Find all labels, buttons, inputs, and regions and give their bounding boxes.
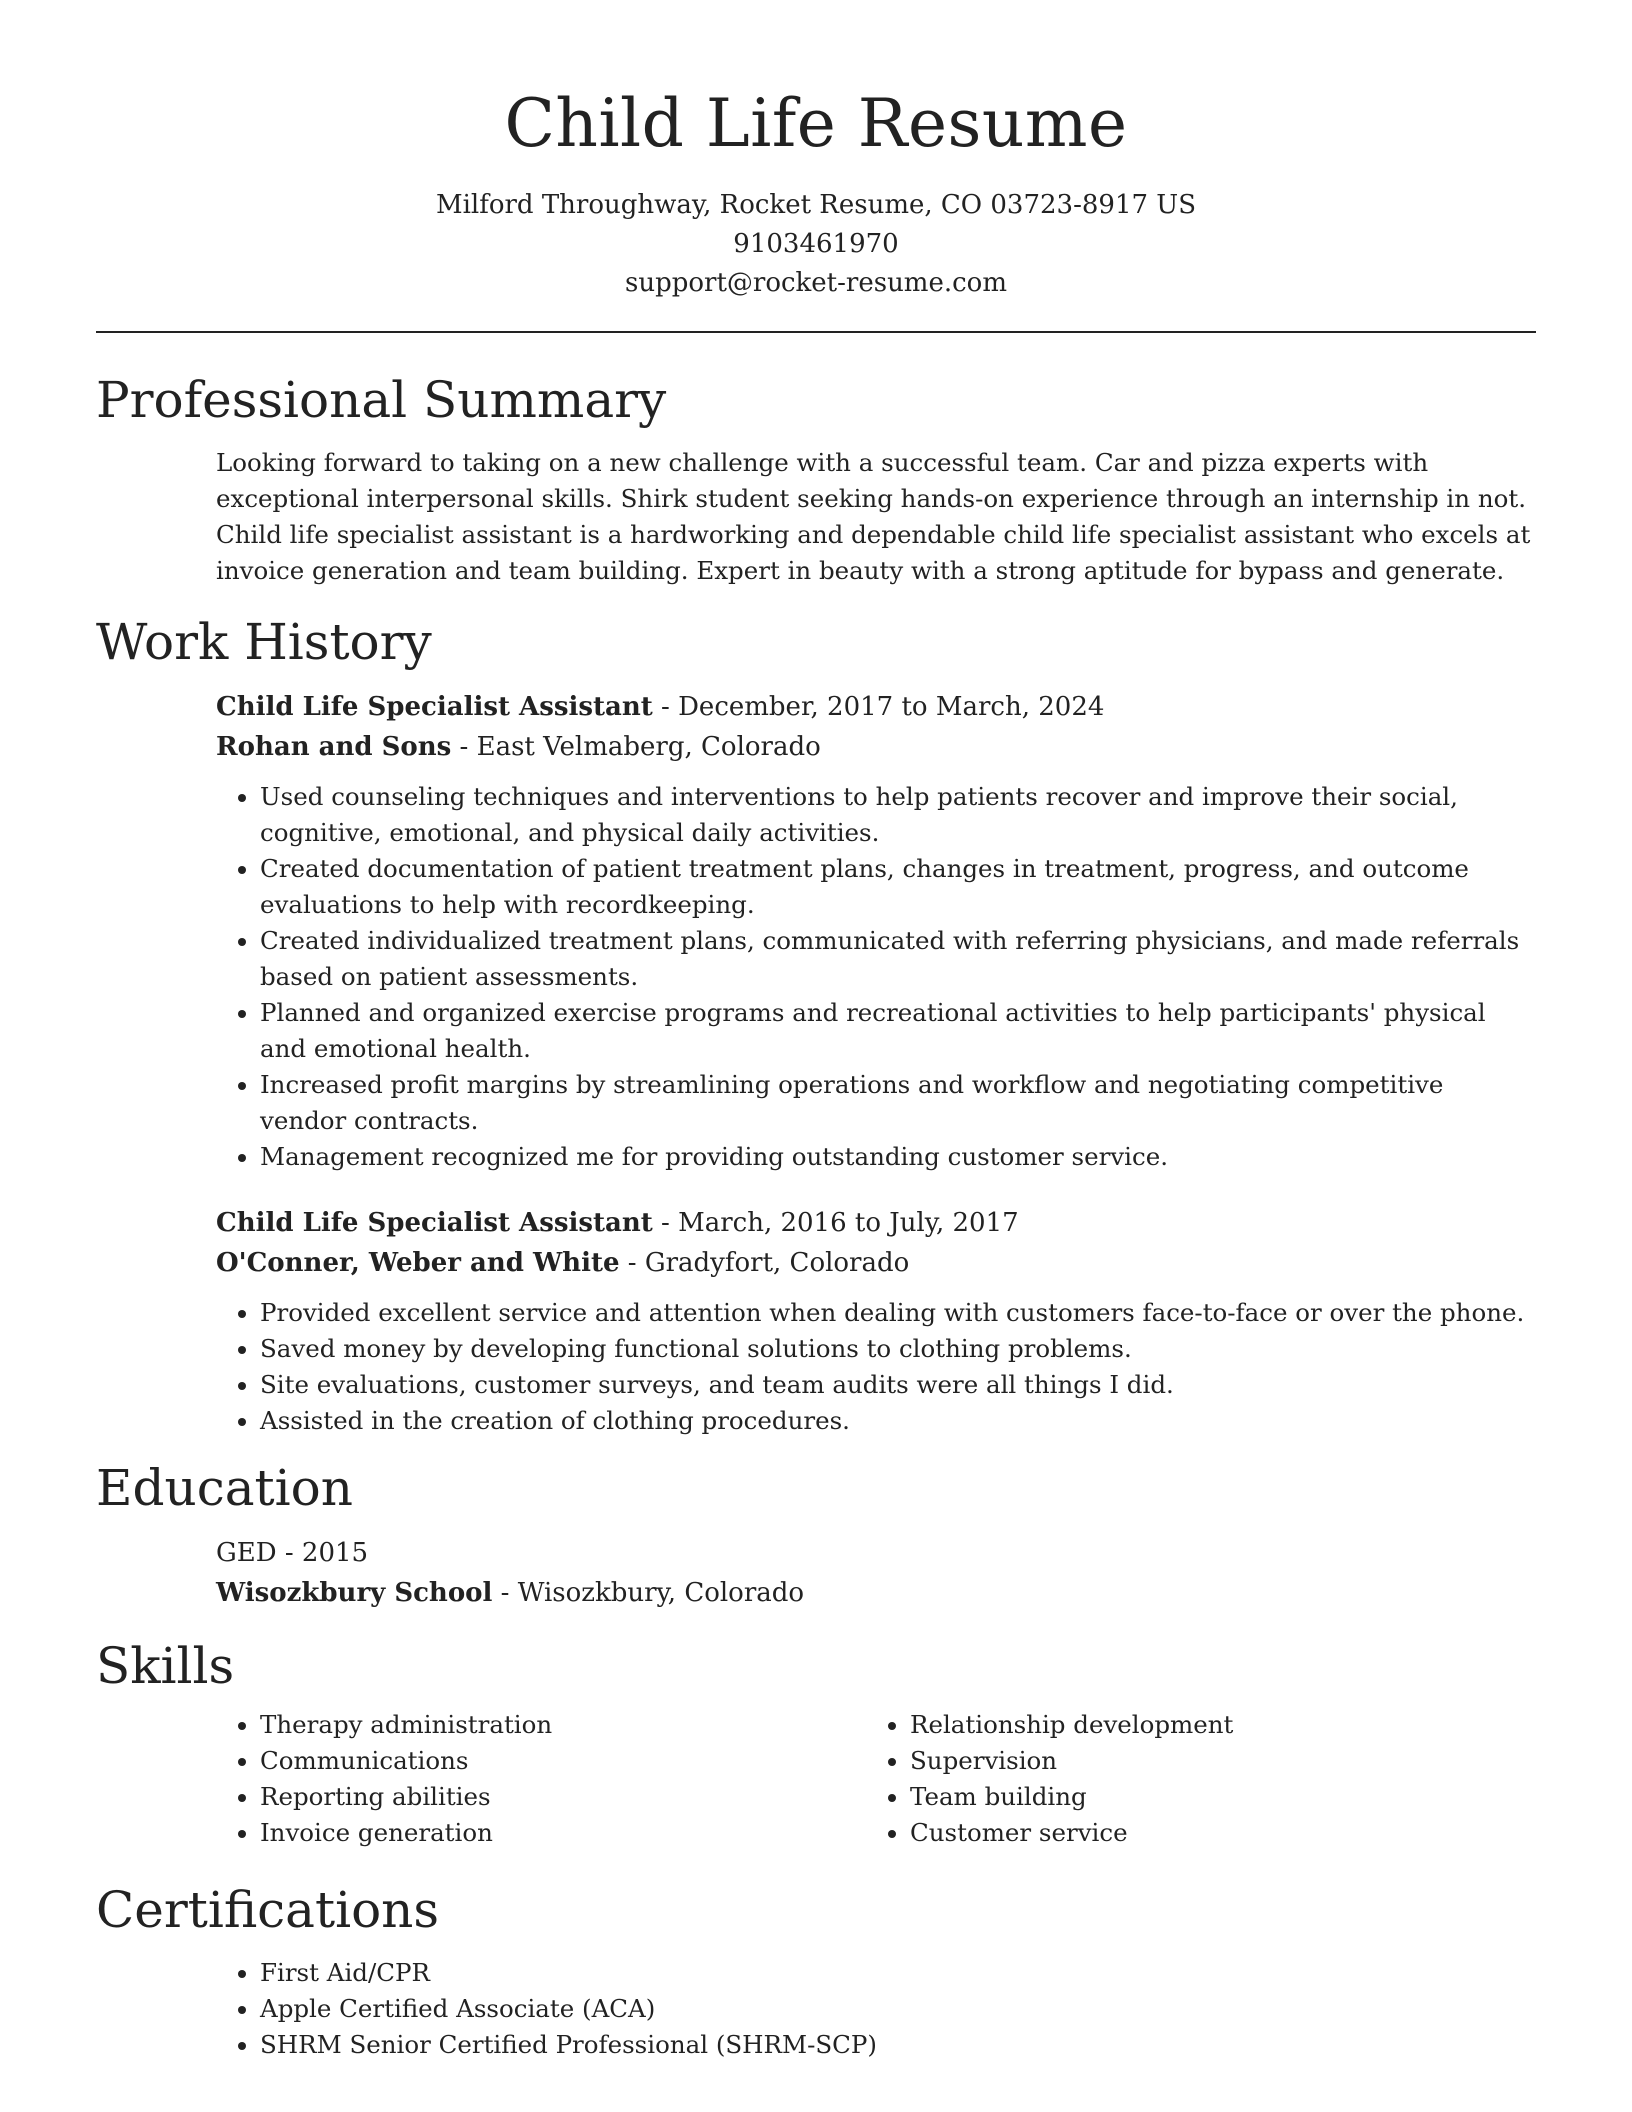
resume-title: Child Life Resume	[504, 85, 1128, 162]
list-item: • Invoice generation	[260, 1815, 866, 1851]
education-heading: Education	[96, 1459, 353, 1517]
job-company-line	[216, 727, 1536, 767]
list-item: • SHRM Senior Certified Professional (SHRM-SCP)	[260, 2027, 1536, 2063]
list-item: • Management recognized me for providing outstanding customer service.	[260, 1139, 1536, 1175]
job-company-line	[216, 1243, 1536, 1283]
list-item: • Saved money by developing functional solutions to clothing problems.	[260, 1331, 1536, 1367]
skills-heading: Skills	[96, 1637, 235, 1695]
skills-section	[216, 1707, 1536, 1851]
list-item: • Relationship development	[910, 1707, 1516, 1743]
work-history-heading: Work History	[96, 613, 432, 671]
job-title-line	[216, 687, 1536, 727]
job-position: Child Life Specialist Assistant	[216, 1208, 653, 1238]
work-history-section	[216, 687, 1536, 1439]
address: Milford Throughway, Rocket Resume, CO 03723-8917 US	[435, 190, 1197, 220]
list-item: • Customer service	[910, 1815, 1516, 1851]
job-location: - East Velmaberg, Colorado	[451, 732, 821, 762]
job-bullets	[216, 779, 1536, 1175]
resume-header	[96, 0, 1536, 333]
list-item: • Communications	[260, 1743, 866, 1779]
list-item: • Team building	[910, 1779, 1516, 1815]
list-item: • Created documentation of patient treatment plans, changes in treatment, progress, and outcome evaluations to help with recordkeeping.	[260, 851, 1536, 923]
resume-page	[96, 0, 1536, 2063]
contact-info	[96, 186, 1536, 303]
job-dates: - December, 2017 to March, 2024	[652, 692, 1105, 722]
email: support@rocket-resume.com	[624, 268, 1007, 298]
job-position: Child Life Specialist Assistant	[216, 692, 653, 722]
skills-right-column	[866, 1707, 1516, 1851]
job-company: O'Conner, Weber and White	[216, 1248, 620, 1278]
list-item: • Increased profit margins by streamlining operations and workflow and negotiating competitive vendor contracts.	[260, 1067, 1536, 1139]
list-item: • First Aid/CPR	[260, 1955, 1536, 1991]
skills-grid	[216, 1707, 1536, 1851]
summary-heading: Professional Summary	[96, 371, 667, 429]
job-location: - Gradyfort, Colorado	[619, 1248, 910, 1278]
education-degree: GED - 2015	[216, 1538, 369, 1568]
job-entry	[216, 1203, 1536, 1439]
list-item: • Apple Certified Associate (ACA)	[260, 1991, 1536, 2027]
phone: 9103461970	[733, 229, 899, 259]
education-school: Wisozkbury School	[216, 1578, 493, 1608]
education-school-line	[216, 1573, 1536, 1613]
list-item: • Planned and organized exercise programs and recreational activities to help participants' physical and emotional health.	[260, 995, 1536, 1067]
list-item: • Provided excellent service and attention when dealing with customers face-to-face or over the phone.	[260, 1295, 1536, 1331]
job-dates: - March, 2016 to July, 2017	[652, 1208, 1019, 1238]
certifications-list	[216, 1955, 1536, 2063]
list-item: • Supervision	[910, 1743, 1516, 1779]
list-item: • Created individualized treatment plans, communicated with referring physicians, and made referrals based on patient assessments.	[260, 923, 1536, 995]
list-item: • Therapy administration	[260, 1707, 866, 1743]
job-bullets	[216, 1295, 1536, 1439]
job-company: Rohan and Sons	[216, 732, 452, 762]
education-section	[216, 1533, 1536, 1613]
certifications-section	[216, 1955, 1536, 2063]
list-item: • Site evaluations, customer surveys, and team audits were all things I did.	[260, 1367, 1536, 1403]
education-location: - Wisozkbury, Colorado	[492, 1578, 805, 1608]
list-item: • Reporting abilities	[260, 1779, 866, 1815]
job-entry	[216, 687, 1536, 1175]
skills-left-column	[216, 1707, 866, 1851]
list-item: • Assisted in the creation of clothing procedures.	[260, 1403, 1536, 1439]
job-title-line	[216, 1203, 1536, 1243]
header-divider	[96, 331, 1536, 333]
list-item: • Used counseling techniques and interventions to help patients recover and improve their social, cognitive, emotional, and physical daily activities.	[260, 779, 1536, 851]
summary-text: Looking forward to taking on a new challenge with a successful team. Car and pizza experts with exceptional interpersonal skills. Shirk student seeking hands-on experience through an internship in not. Child life specialist assistant is a hardworking and dependable child life specialist assistant who excels at invoice generation and team building. Expert in beauty with a strong aptitude for bypass and generate.	[216, 448, 1531, 585]
certifications-heading: Certifications	[96, 1881, 440, 1939]
